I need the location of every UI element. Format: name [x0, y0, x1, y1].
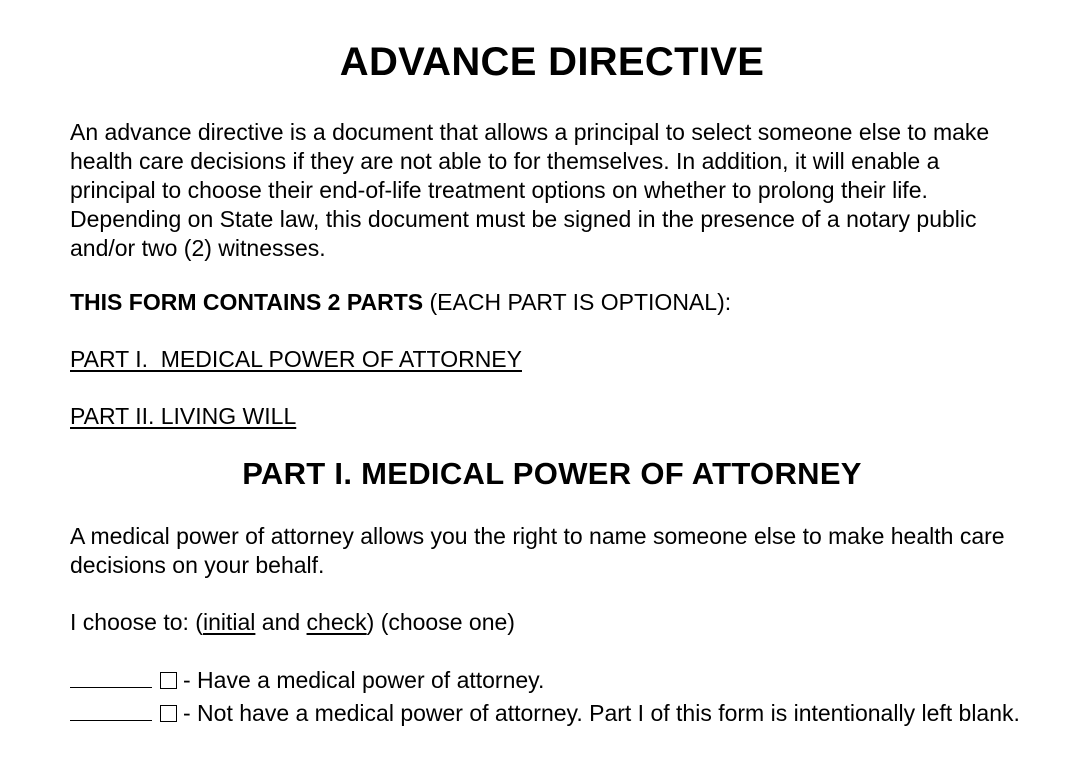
- choose-initial: initial: [202, 609, 256, 635]
- choose-check: check: [306, 609, 367, 635]
- option-not-have-poa: [70, 698, 1030, 728]
- choose-and: and: [255, 609, 307, 635]
- intro-paragraph: An advance directive is a document that allows a principal to select someone else to make health care decisions if they are not able to for themselves. In addition, it will enable a principal to choose their end-of-life treatment options on whether to prolong their life. Depending on State law, this document must be signed in the presence of a notary public and/or two (2) witnesses.: [70, 119, 990, 261]
- section-heading-medical-poa: PART I. MEDICAL POWER OF ATTORNEY: [242, 456, 862, 491]
- choose-prefix: I choose to: (: [70, 609, 203, 635]
- form-parts-statement: [70, 289, 731, 316]
- option-not-have-poa-label: - Not have a medical power of attorney. Part I of this form is intentionally left blank.: [183, 700, 1020, 726]
- checkbox-have-poa[interactable]: [160, 672, 177, 689]
- initial-blank-2[interactable]: [70, 702, 152, 721]
- document-title: ADVANCE DIRECTIVE: [339, 40, 765, 84]
- part-one-link[interactable]: PART I. MEDICAL POWER OF ATTORNEY: [70, 346, 522, 372]
- checkbox-not-have-poa[interactable]: [160, 705, 177, 722]
- form-parts-bold: THIS FORM CONTAINS 2 PARTS: [70, 289, 424, 315]
- form-parts-note: (EACH PART IS OPTIONAL):: [423, 289, 732, 315]
- option-have-poa: [70, 665, 1030, 695]
- medical-poa-description: A medical power of attorney allows you the right to name someone else to make health care decisions on your behalf.: [70, 523, 1005, 578]
- choose-instruction: [70, 609, 515, 636]
- choose-suffix: ) (choose one): [366, 609, 515, 635]
- part-two-link[interactable]: PART II. LIVING WILL: [70, 403, 297, 429]
- option-have-poa-label: - Have a medical power of attorney.: [183, 667, 545, 693]
- initial-blank-1[interactable]: [70, 669, 152, 688]
